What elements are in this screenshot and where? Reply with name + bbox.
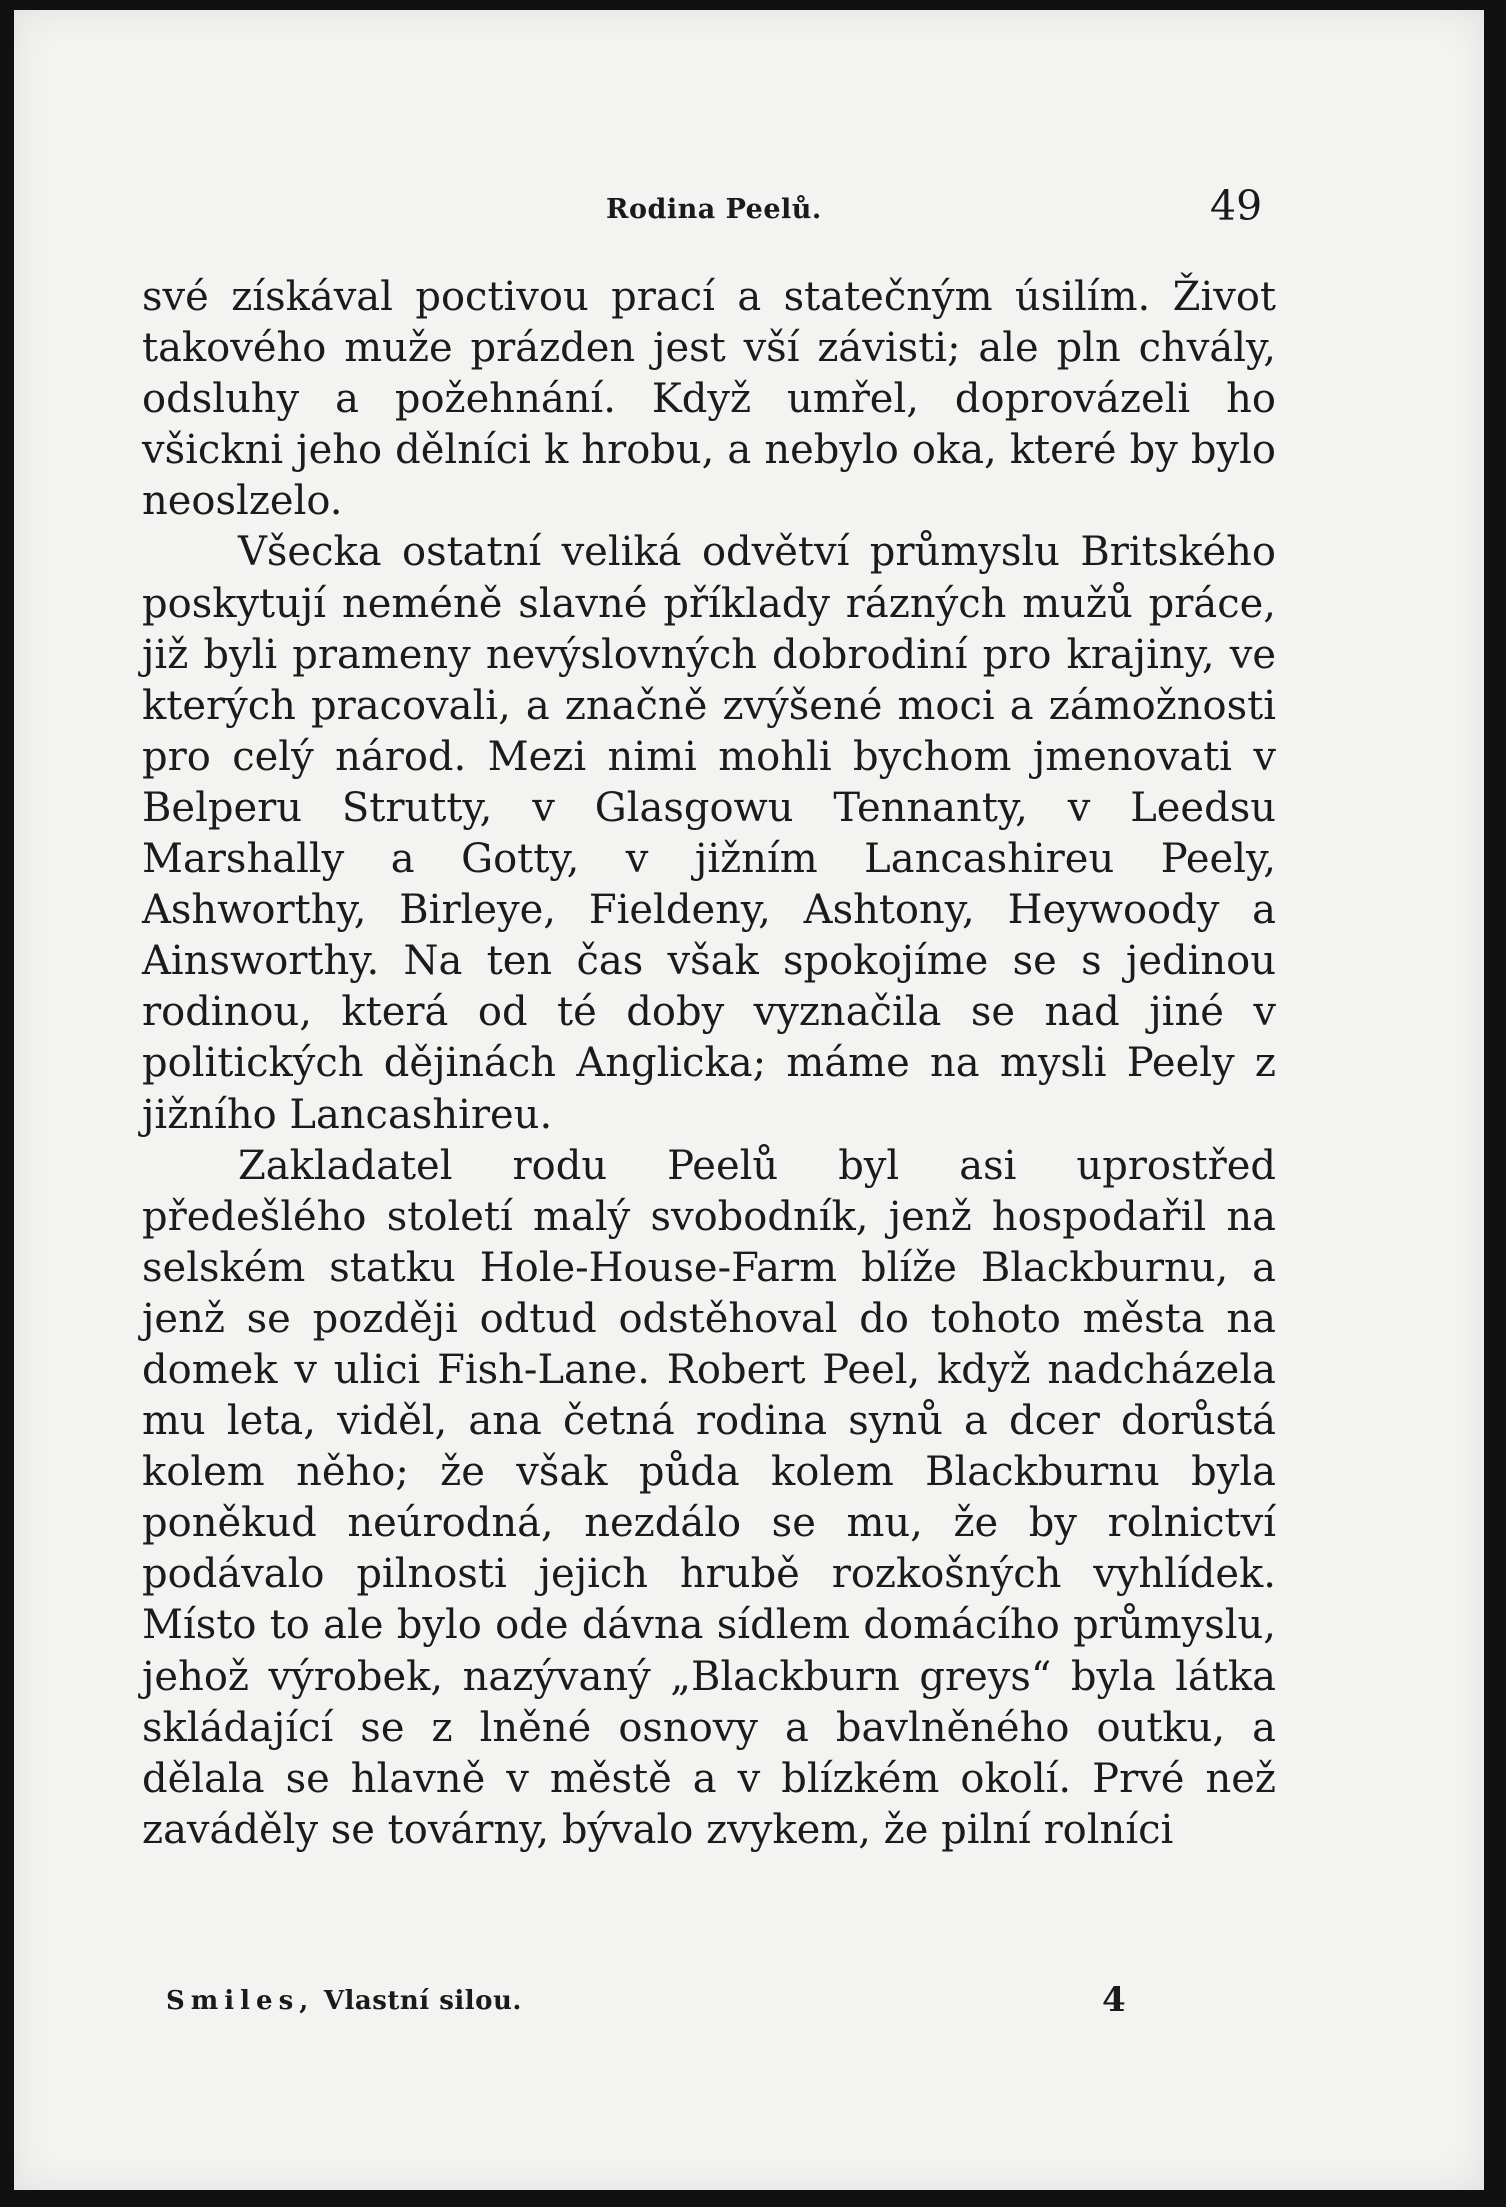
page-footer bbox=[14, 1978, 1484, 2028]
paragraph-3: Zakladatel rodu Peelů byl asi uprostřed předešlého století malý svobodník, jenž hospodařil na selském statku Hole-House-Farm blíže Blackburnu, a jenž se později odtud odstěhoval do tohoto města na domek v ulici Fish-Lane. Robert Peel, když nadcházela mu leta, viděl, ana četná rodina synů a dcer dorůstá kolem něho; že však půda kolem Blackburnu byla poněkud neúrodná, nezdálo se mu, že by rolnictví podávalo pilnosti jejich hrubě rozkošných vyhlídek. Místo to ale bylo ode dávna sídlem domácího průmyslu, jehož výrobek, nazývaný „Blackburn greys“ byla látka skládající se z lněné osnovy a bavlněného outku, a dělala se hlavně v městě a v blízkém okolí. Prvé než zaváděly se továrny, bývalo zvykem, že pilní rolníci bbox=[142, 1142, 1276, 1853]
running-title: Rodina Peelů. bbox=[606, 194, 822, 225]
page-number: 49 bbox=[1210, 182, 1263, 230]
sheet-number: 4 bbox=[1102, 1980, 1126, 2020]
book-page bbox=[14, 10, 1484, 2190]
signature-title: Vlastní silou. bbox=[323, 1986, 522, 2016]
paragraph-1: své získával poctivou prací a statečným úsilím. Život takového muže prázden jest vší závisti; ale pln chvály, odsluhy a požehnání. Když umřel, doprovázeli ho všickni jeho dělníci k hrobu, a nebylo oka, které by bylo neoslzelo. bbox=[142, 274, 1276, 525]
signature-author: Smiles, bbox=[166, 1986, 315, 2016]
page-header bbox=[14, 178, 1484, 238]
signature-line bbox=[166, 1986, 522, 2016]
paragraph-2: Všecka ostatní veliká odvětví průmyslu Britského poskytují neméně slavné příklady rázných mužů práce, již byli prameny nevýslovných dobrodiní pro krajiny, ve kterých pracovali, a značně zvýšené moci a zámožnosti pro celý národ. Mezi nimi mohli bychom jmenovati v Belperu Strutty, v Glasgowu Tennanty, v Leedsu Marshally a Gotty, v jižním Lancashireu Peely, Ashworthy, Birleye, Fieldeny, Ashtony, Heywoody a Ainsworthy. Na ten čas však spokojíme se s jedinou rodinou, která od té doby vyznačila se nad jiné v politických dějinách Anglicka; máme na mysli Peely z jižního Lancashireu. bbox=[142, 529, 1276, 1138]
body-text bbox=[142, 272, 1276, 1856]
